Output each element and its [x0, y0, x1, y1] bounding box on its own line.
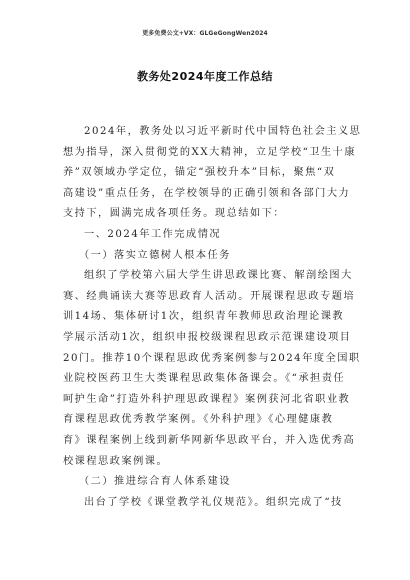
- body-line: 育课程思政优秀教学案例。《外科护理》《心理健康教: [63, 414, 334, 426]
- body-line: 出台了学校《课堂教学礼仪规范》。组织完成了“技: [84, 496, 343, 508]
- body-line: 业院校医药卫生大类课程思政集体备课会。《“承担责任: [63, 373, 346, 385]
- section-heading: 一、2024年工作完成情况: [84, 228, 222, 240]
- body-line: 校课程思政案例课。: [63, 455, 169, 467]
- body-line: 组织了学校第六届大学生讲思政课比赛、解剖绘图大: [84, 270, 353, 282]
- body-line: 育》课程案例上线到新华网新华思政平台，并入选优秀高: [63, 434, 356, 446]
- subsection-heading: （二）推进综合育人体系建设: [79, 476, 231, 488]
- body-line: 训14场、集体研讨1次，组织青年教师思政治理论课教: [63, 311, 345, 323]
- body-line: 20门。推荐10个课程思政优秀案例参与2024年度全国职: [63, 352, 361, 364]
- body-line: 支持下，圆满完成各项任务。现总结如下：: [63, 208, 286, 220]
- body-line: 想为指导，深入贯彻党的XX大精神，立足学校“卫生十康: [63, 146, 357, 158]
- document-title: 教务处2024年度工作总结: [136, 70, 274, 83]
- body-line: 呵护生命”打造外科护理思政课程》案例获河北省职业教: [63, 393, 351, 405]
- header-note: 更多免费公文+VX：GLGeGongWen2024: [142, 30, 268, 37]
- body-line: 学展示活动1次，组织申报校级课程思政示范课建设项目: [63, 331, 352, 343]
- document-body: [63, 122, 362, 513]
- body-line: 2024年，教务处以习近平新时代中国特色社会主义思: [84, 126, 362, 137]
- body-line: 养”双领域办学定位，锚定“强校升本”目标，聚焦“双: [63, 167, 336, 179]
- body-line: 高建设”重点任务，在学校领导的正确引领和各部门大力: [63, 187, 351, 199]
- body-line: 赛、经典诵读大赛等思政育人活动。开展课程思政专题培: [63, 290, 356, 302]
- subsection-heading: （一）落实立德树人根本任务: [79, 249, 231, 261]
